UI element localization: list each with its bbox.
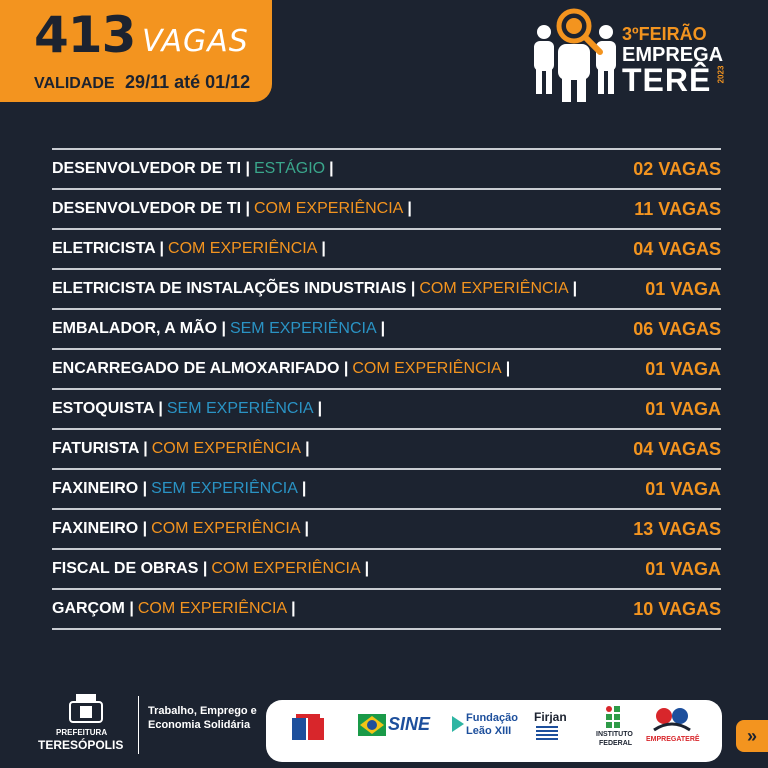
job-description	[52, 440, 310, 458]
separator: |	[301, 480, 307, 497]
job-title: ELETRICISTA	[52, 240, 156, 257]
job-tag: SEM EXPERIÊNCIA	[151, 480, 298, 497]
job-description	[52, 600, 296, 618]
job-list	[52, 148, 721, 630]
job-row	[52, 150, 721, 190]
job-tag: COM EXPERIÊNCIA	[211, 560, 361, 577]
prefeitura-label: PREFEITURA	[56, 728, 108, 737]
separator: |	[198, 560, 208, 577]
job-tag: COM EXPERIÊNCIA	[151, 520, 301, 537]
separator: |	[241, 200, 250, 217]
job-title: GARÇOM	[52, 600, 125, 617]
job-description	[52, 280, 577, 298]
separator: |	[138, 440, 148, 457]
event-logo	[528, 6, 728, 106]
separator: |	[339, 360, 349, 377]
separator: |	[329, 160, 334, 177]
job-tag: COM EXPERIÊNCIA	[151, 440, 302, 457]
job-tag: SEM EXPERIÊNCIA	[166, 400, 314, 417]
vacancy-label: VAGAS	[142, 24, 249, 59]
job-title: FAXINEIRO	[52, 520, 139, 537]
firjan-stripes-icon	[536, 726, 558, 740]
job-description	[52, 240, 326, 258]
separator: |	[364, 560, 370, 577]
job-title: DESENVOLVEDOR DE TI	[52, 200, 242, 217]
separator: |	[217, 320, 226, 337]
separator: |	[138, 480, 148, 497]
separator: |	[124, 600, 134, 617]
job-title: DESENVOLVEDOR DE TI	[52, 160, 242, 177]
separator: |	[317, 400, 323, 417]
job-tag: COM EXPERIÊNCIA	[253, 200, 404, 217]
job-tag: COM EXPERIÊNCIA	[352, 360, 502, 377]
job-row	[52, 230, 721, 270]
ifrj-line2: FEDERAL	[599, 740, 633, 747]
job-tag: ESTÁGIO	[253, 160, 326, 177]
job-count: 01 VAGA	[645, 358, 721, 379]
separator: |	[572, 280, 578, 297]
job-row	[52, 590, 721, 630]
emprega-tere-label: EMPREGATERÊ	[646, 736, 700, 743]
separator: |	[138, 520, 148, 537]
job-description	[52, 360, 510, 378]
footer-divider	[138, 696, 139, 754]
job-count: 04 VAGAS	[633, 238, 721, 259]
partners-bar	[266, 700, 722, 762]
job-count: 04 VAGAS	[633, 438, 721, 459]
separator: |	[241, 160, 250, 177]
city-crest-icon	[66, 692, 106, 726]
logo-line2: EMPREGA	[622, 44, 724, 66]
validity	[34, 72, 250, 93]
job-count: 01 VAGA	[645, 278, 721, 299]
logo-line3: TERÊ	[622, 62, 712, 98]
next-button[interactable]	[736, 720, 768, 752]
separator: |	[153, 400, 163, 417]
job-description	[52, 560, 369, 578]
job-title: FISCAL DE OBRAS	[52, 560, 199, 577]
job-tag: SEM EXPERIÊNCIA	[229, 320, 377, 337]
validity-dates: 29/11 até 01/12	[125, 72, 251, 92]
job-row	[52, 190, 721, 230]
separator: |	[380, 320, 386, 337]
vacancy-count: 413	[34, 6, 136, 64]
job-tag: COM EXPERIÊNCIA	[168, 240, 318, 257]
job-count: 01 VAGA	[645, 398, 721, 419]
separator: |	[406, 280, 416, 297]
ifrj-icon	[606, 706, 620, 728]
job-count: 06 VAGAS	[633, 318, 721, 339]
emprega-tere-icon	[652, 706, 692, 732]
job-count: 01 VAGA	[645, 558, 721, 579]
fundacao-line2: Leão XIII	[466, 725, 512, 737]
job-row	[52, 310, 721, 350]
ifrj-line1: INSTITUTO	[596, 731, 633, 738]
separator: |	[407, 200, 412, 217]
job-tag: COM EXPERIÊNCIA	[419, 280, 569, 297]
job-row	[52, 550, 721, 590]
secretaria-name: Trabalho, Emprego e Economia Solidária	[148, 705, 257, 731]
separator: |	[305, 440, 310, 457]
prefeitura-logo	[38, 692, 138, 758]
logo-year: 2023	[716, 65, 726, 84]
fundacao-arrow-icon	[452, 716, 464, 732]
logo-line1: 3ºFEIRÃO	[622, 24, 707, 44]
separator: |	[505, 360, 511, 377]
validity-label: VALIDADE	[34, 75, 115, 92]
sine-logo: SINE	[388, 714, 431, 734]
job-description	[52, 400, 322, 418]
separator: |	[155, 240, 165, 257]
job-title: ESTOQUISTA	[52, 400, 154, 417]
sine-flag-icon	[358, 714, 386, 736]
job-count: 02 VAGAS	[633, 158, 721, 179]
fundacao-line1: Fundação	[466, 712, 518, 724]
job-title: FAXINEIRO	[52, 480, 139, 497]
vacancy-badge	[0, 0, 272, 102]
job-title: ELETRICISTA DE INSTALAÇÕES INDUSTRIAIS	[52, 280, 407, 297]
job-title: FATURISTA	[52, 440, 139, 457]
job-row	[52, 510, 721, 550]
job-row	[52, 350, 721, 390]
double-chevron-right-icon: »	[746, 726, 757, 746]
job-title: ENCARREGADO DE ALMOXARIFADO	[52, 360, 340, 377]
job-count: 10 VAGAS	[633, 598, 721, 619]
separator: |	[291, 600, 296, 617]
job-description	[52, 160, 334, 178]
job-tag: COM EXPERIÊNCIA	[137, 600, 288, 617]
job-row	[52, 470, 721, 510]
job-row	[52, 270, 721, 310]
job-count: 01 VAGA	[645, 478, 721, 499]
trabalho-logo-icon	[292, 714, 326, 744]
city-name: TERESÓPOLIS	[38, 738, 124, 752]
job-count: 11 VAGAS	[634, 198, 721, 219]
job-description	[52, 520, 309, 538]
job-description	[52, 200, 412, 218]
separator: |	[321, 240, 326, 257]
separator: |	[304, 520, 309, 537]
job-description	[52, 320, 385, 338]
people-magnifier-icon	[528, 6, 622, 106]
firjan-logo: Firjan	[534, 710, 567, 724]
job-count: 13 VAGAS	[633, 518, 721, 539]
job-description	[52, 480, 306, 498]
job-title: EMBALADOR, A MÃO	[52, 320, 218, 337]
job-row	[52, 390, 721, 430]
job-row	[52, 430, 721, 470]
